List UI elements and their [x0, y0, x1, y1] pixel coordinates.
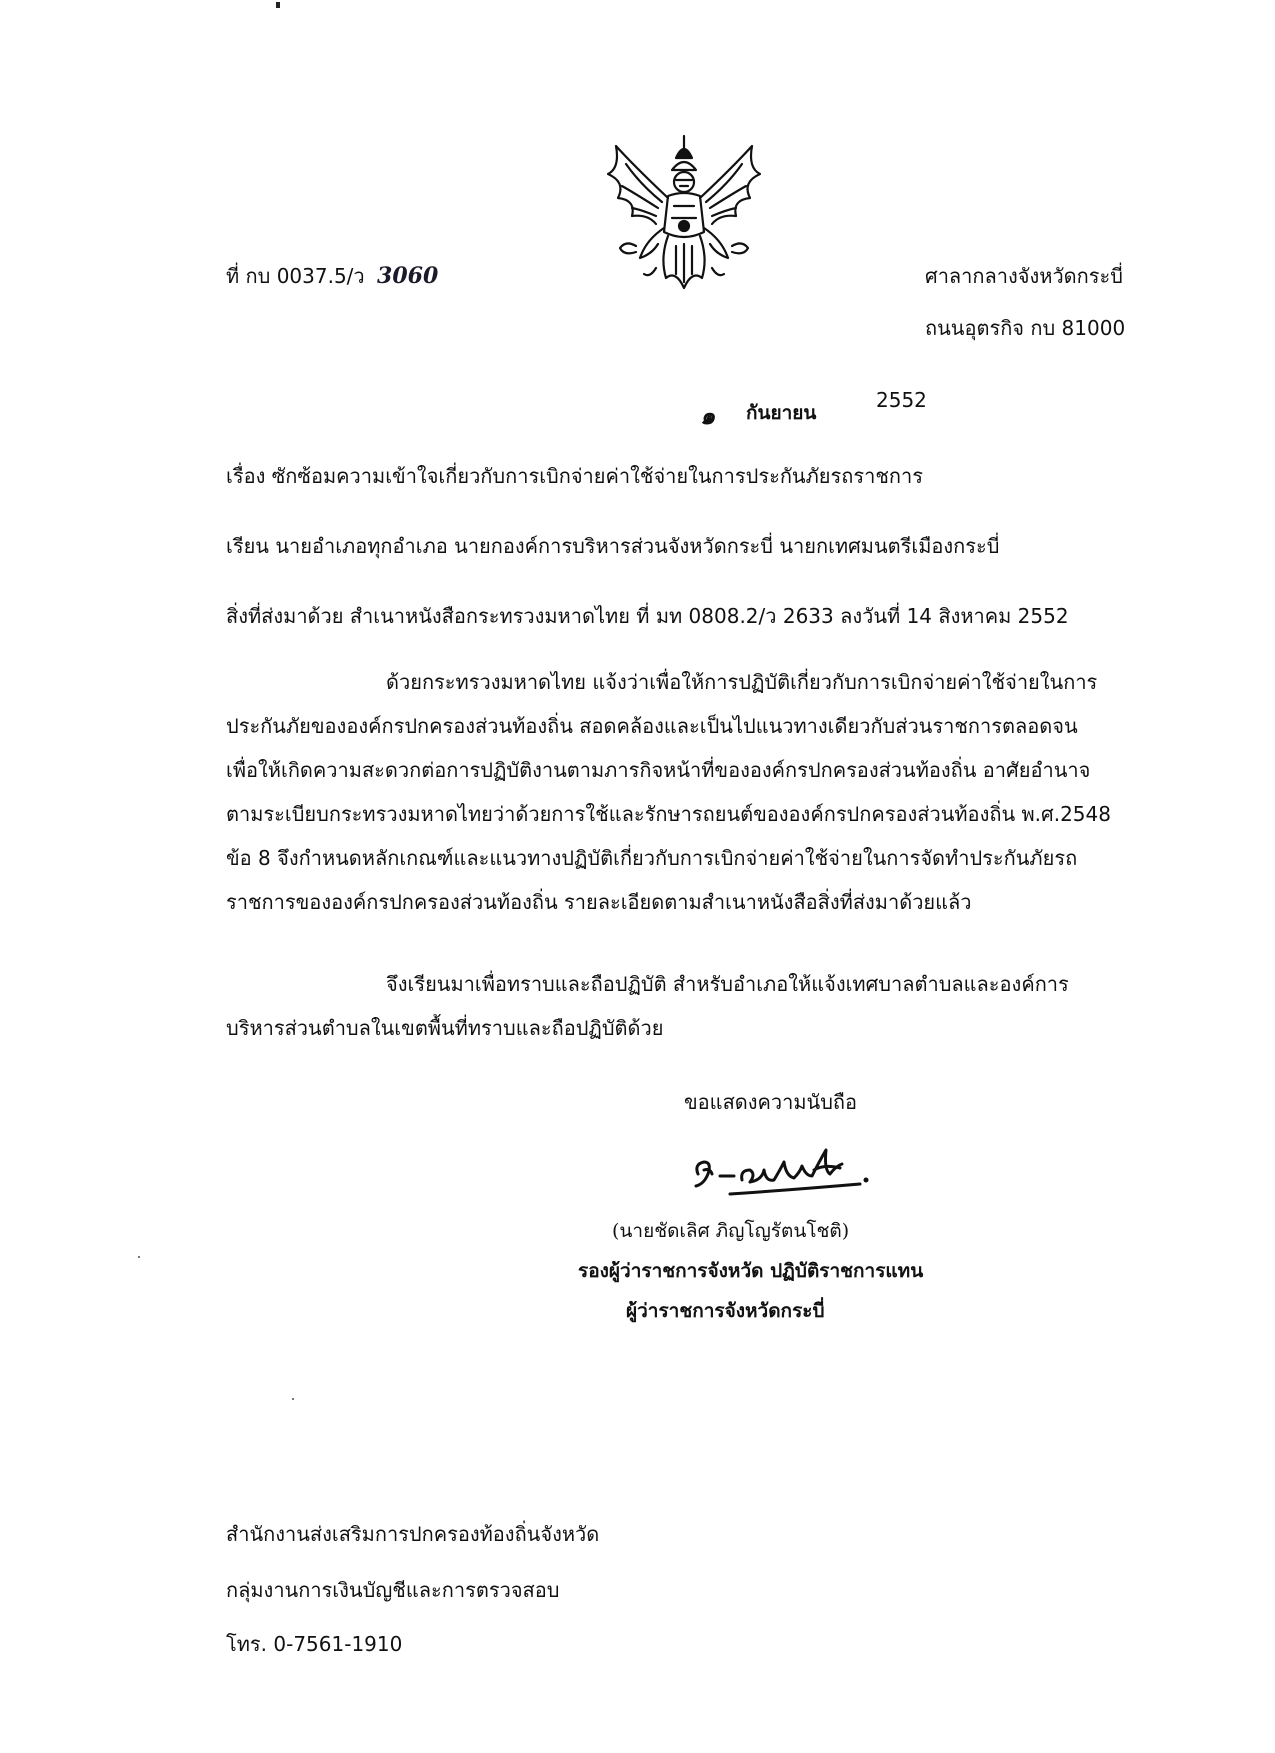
signer-title-2: ผู้ว่าราชการจังหวัดกระบี่ [626, 1300, 825, 1322]
body-line: เพื่อให้เกิดความสะดวกต่อการปฏิบัติงานตามภารกิจหน้าที่ขององค์กรปกครองส่วนท้องถิ่น อาศัยอำนาจ [226, 758, 1091, 782]
reference-prefix: ที่ กบ 0037.5/ว [226, 264, 365, 288]
address-line-2: ถนนอุตรกิจ กบ 81000 [925, 316, 1126, 340]
address-line-1: ศาลากลางจังหวัดกระบี่ [925, 264, 1123, 288]
scan-speck [292, 1398, 294, 1400]
signer-name: (นายชัดเลิศ ภิญโญรัตนโชติ) [612, 1220, 850, 1242]
reference-number: 3060 [377, 263, 439, 289]
footer-office: สำนักงานส่งเสริมการปกครองท้องถิ่นจังหวัด [226, 1522, 600, 1546]
closing-line: บริหารส่วนตำบลในเขตพื้นที่ทราบและถือปฏิบัติด้วย [226, 1016, 664, 1040]
handwritten-signature [690, 1140, 880, 1210]
body-line: ด้วยกระทรวงมหาดไทย แจ้งว่าเพื่อให้การปฏิบัติเกี่ยวกับการเบิกจ่ายค่าใช้จ่ายในการ [386, 670, 1098, 694]
body-line: ราชการขององค์กรปกครองส่วนท้องถิ่น รายละเอียดตามสำเนาหนังสือสิ่งที่ส่งมาด้วยแล้ว [226, 890, 972, 914]
scan-speck [138, 1256, 140, 1258]
scan-speck [276, 2, 280, 8]
body-line: ประกันภัยขององค์กรปกครองส่วนท้องถิ่น สอดคล้องและเป็นไปแนวทางเดียวกับส่วนราชการตลอดจน [226, 714, 1078, 738]
recipient-line: เรียน นายอำเภอทุกอำเภอ นายกองค์การบริหารส่วนจังหวัดกระบี่ นายกเทศมนตรีเมืองกระบี่ [226, 534, 1000, 558]
closing-line: จึงเรียนมาเพื่อทราบและถือปฏิบัติ สำหรับอำเภอให้แจ้งเทศบาลตำบลและองค์การ [386, 972, 1069, 996]
garuda-emblem-icon [596, 128, 772, 304]
enclosure-line: สิ่งที่ส่งมาด้วย สำเนาหนังสือกระทรวงมหาดไทย ที่ มท 0808.2/ว 2633 ลงวันที่ 14 สิงหาคม 2552 [226, 604, 1069, 628]
footer-phone: โทร. 0-7561-1910 [226, 1632, 403, 1656]
footer-division: กลุ่มงานการเงินบัญชีและการตรวจสอบ [226, 1578, 560, 1602]
body-line: ตามระเบียบกระทรวงมหาดไทยว่าด้วยการใช้และรักษารถยนต์ขององค์กรปกครองส่วนท้องถิ่น พ.ศ.2548 [226, 802, 1111, 826]
closing-paragraph [226, 962, 1166, 1050]
signer-title: รองผู้ว่าราชการจังหวัด ปฏิบัติราชการแทน [578, 1260, 924, 1282]
regards-text: ขอแสดงความนับถือ [684, 1090, 858, 1114]
date-year: 2552 [876, 388, 927, 412]
body-line: ข้อ 8 จึงกำหนดหลักเกณฑ์และแนวทางปฏิบัติเกี่ยวกับการเบิกจ่ายค่าใช้จ่ายในการจัดทำประกันภัยรถ [226, 846, 1078, 870]
date-day: ๑ [700, 401, 716, 430]
reference-line [226, 260, 438, 292]
date-month: กันยายน [746, 402, 817, 424]
subject-line: เรื่อง ซักซ้อมความเข้าใจเกี่ยวกับการเบิกจ่ายค่าใช้จ่ายในการประกันภัยรถราชการ [226, 464, 923, 488]
body-paragraph [226, 660, 1166, 924]
